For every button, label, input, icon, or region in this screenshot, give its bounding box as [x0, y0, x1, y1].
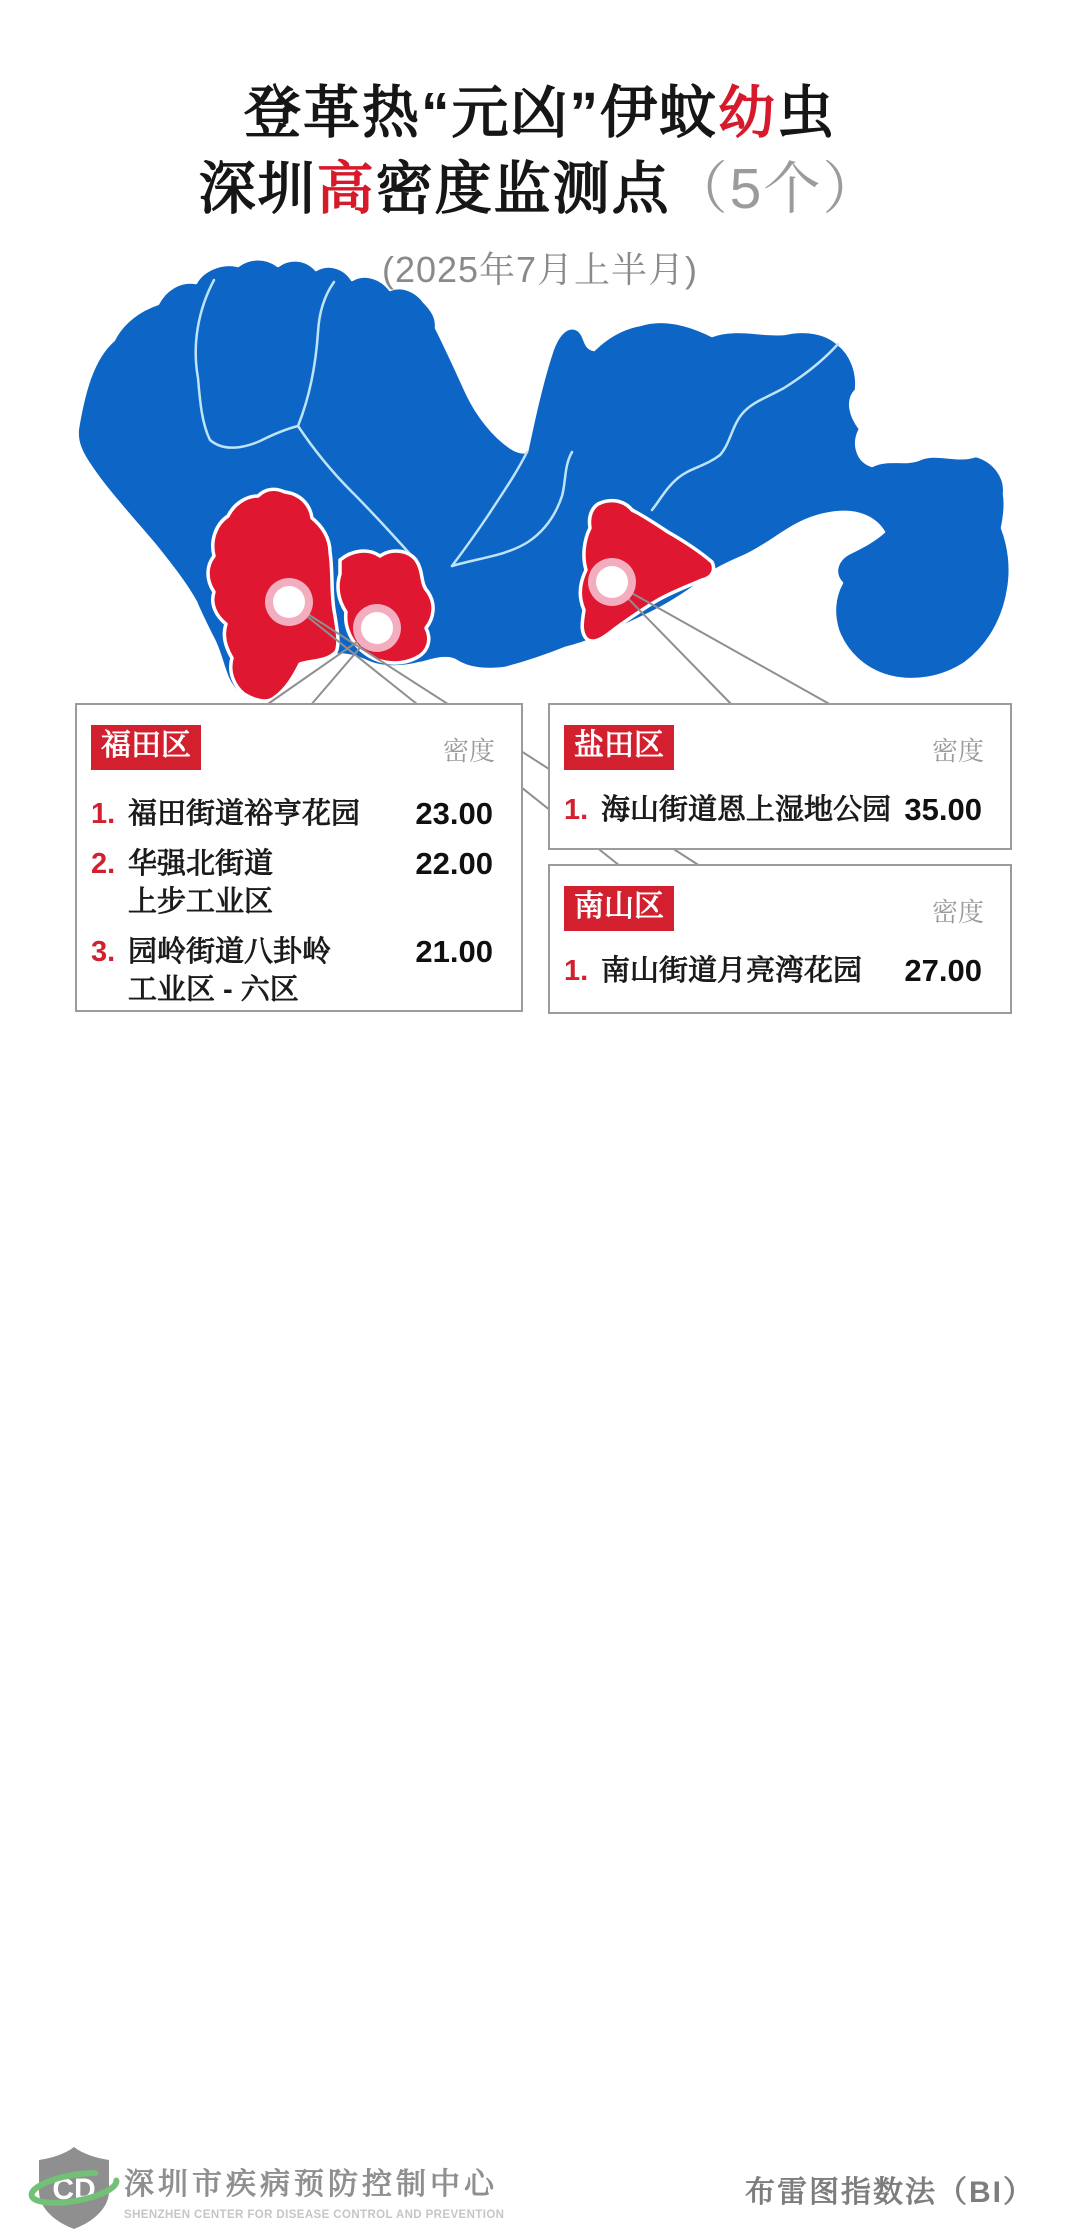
density-value: 21.00 [415, 934, 493, 969]
monitoring-marker [596, 566, 628, 598]
title-block [0, 76, 1080, 293]
monitoring-rows [91, 795, 493, 1021]
title-text: 深圳 [198, 156, 317, 221]
density-value: 22.00 [415, 846, 493, 881]
site-name: 南山街道月亮湾花园 [601, 955, 863, 987]
leader-line [612, 582, 833, 706]
density-column-label: 密度 [931, 897, 984, 927]
monitoring-marker [361, 612, 393, 644]
island [873, 488, 882, 497]
title-text: 密度监测点 [375, 156, 671, 221]
organization-name-en: SHENZHEN CENTER FOR DISEASE CONTROL AND PREVENTION [124, 2209, 505, 2221]
cdc-logo [28, 2141, 120, 2235]
row-rank: 1. [91, 798, 116, 830]
monitoring-marker [273, 586, 305, 618]
table-row [91, 933, 493, 1009]
density-column-label: 密度 [931, 736, 984, 766]
row-rank: 1. [564, 794, 589, 826]
row-rank: 1. [564, 955, 589, 987]
callout-box-nanshan [548, 864, 1012, 1014]
table-row [564, 791, 982, 829]
title-line-1 [0, 76, 1080, 152]
site-name: 福田街道裕亨花园 [128, 798, 361, 830]
title-count: （5个） [670, 156, 882, 221]
site-name: 园岭街道八卦岭 工业区 - 六区 [128, 936, 332, 1006]
table-row [91, 795, 493, 833]
title-text: 登革热“元凶”伊蚊 [244, 81, 718, 145]
island [856, 472, 868, 484]
logo-letters: CD [52, 2173, 96, 2206]
district-badge: 南山区 [564, 886, 674, 931]
district-badge: 盐田区 [564, 725, 674, 770]
title-line-2 [0, 152, 1080, 228]
title-period: (2025年7月上半月) [381, 248, 699, 290]
row-rank: 3. [91, 936, 116, 968]
organization-block [124, 2159, 504, 2221]
callout-box-yantian [548, 703, 1012, 850]
map-landmass-blue-districts [78, 259, 1010, 702]
density-value: 35.00 [904, 792, 982, 827]
table-row [564, 952, 982, 990]
district-badge: 福田区 [91, 725, 201, 770]
callout-box-futian [75, 703, 523, 1012]
site-name: 华强北街道 上步工业区 [128, 848, 274, 918]
monitoring-rows [564, 791, 982, 841]
density-value: 27.00 [904, 953, 982, 988]
density-column-label: 密度 [442, 736, 495, 766]
organization-name-cn: 深圳市疾病预防控制中心 [124, 2168, 498, 2201]
monitoring-rows [564, 952, 982, 1002]
table-row [91, 845, 493, 921]
footer [0, 1061, 1080, 2221]
row-rank: 2. [91, 848, 116, 880]
title-accent: 高 [316, 156, 376, 221]
site-name: 海山街道恩上湿地公园 [601, 794, 892, 826]
index-method-label: 布雷图指数法（BI） [745, 2176, 1035, 2209]
title-accent: 幼 [718, 81, 777, 145]
title-text: 虫 [777, 81, 836, 145]
density-value: 23.00 [415, 796, 493, 831]
